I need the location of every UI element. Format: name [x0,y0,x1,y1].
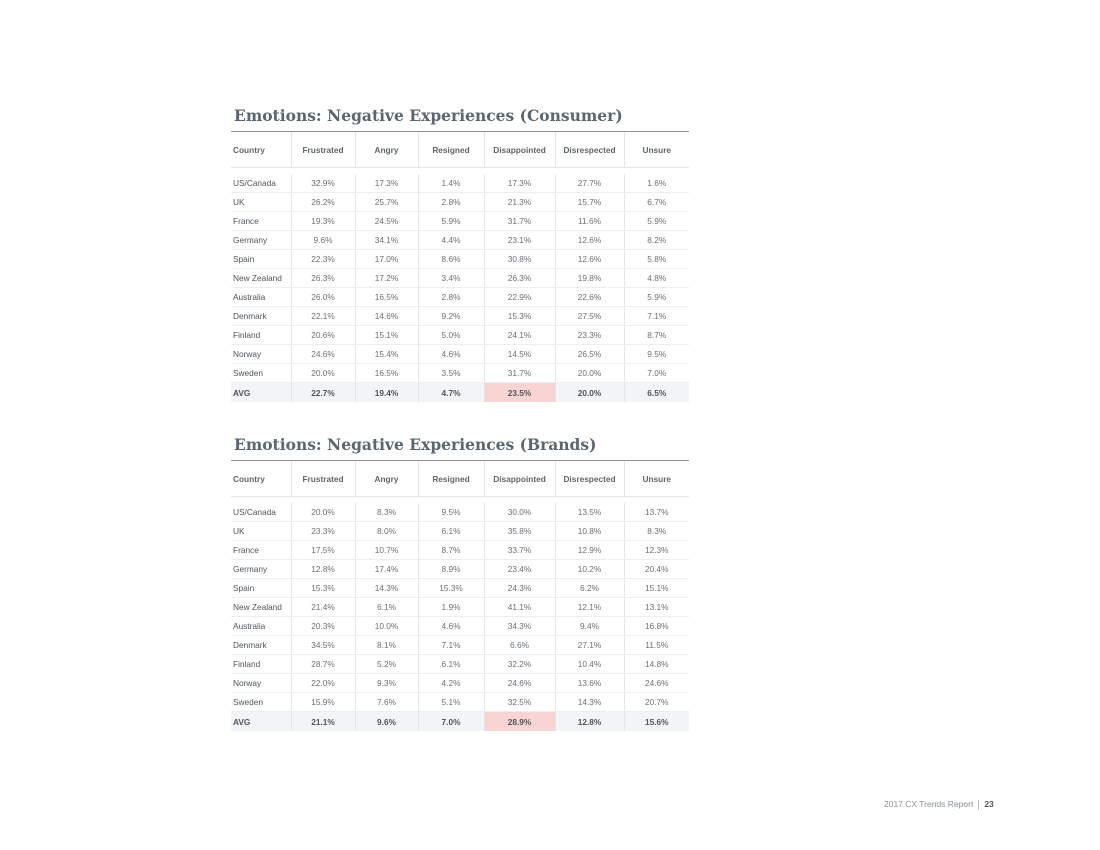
value-cell: 6.1% [418,522,484,541]
value-cell: 27.1% [555,636,624,655]
value-cell: 21.3% [484,193,555,212]
value-cell: 12.8% [291,560,355,579]
highlighted-avg-cell: 23.5% [484,383,555,403]
table-row [231,579,689,598]
value-cell: 30.0% [484,503,555,522]
table-body [231,168,689,403]
table-row [231,193,689,212]
value-cell: 22.9% [484,288,555,307]
value-cell: 26.2% [291,193,355,212]
table-body [231,497,689,732]
value-cell: 20.3% [291,617,355,636]
value-cell: 20.0% [291,364,355,383]
value-cell: 24.1% [484,326,555,345]
value-cell: 2.8% [418,288,484,307]
value-cell: 15.3% [291,579,355,598]
country-cell: Germany [231,560,291,579]
value-cell: 8.6% [418,250,484,269]
column-header: Disappointed [484,132,555,168]
value-cell: 14.8% [624,655,689,674]
value-cell: 34.1% [355,231,418,250]
value-cell: 3.5% [418,364,484,383]
section-title: Emotions: Negative Experiences (Consumer) [231,106,689,132]
table-row [231,269,689,288]
value-cell: 30.8% [484,250,555,269]
section-title: Emotions: Negative Experiences (Brands) [231,435,689,461]
table-row [231,231,689,250]
value-cell: 14.6% [355,307,418,326]
table-row [231,174,689,193]
value-cell: 41.1% [484,598,555,617]
page-footer [884,799,994,810]
header-row [231,132,689,168]
value-cell: 1.6% [624,174,689,193]
value-cell: 9.5% [624,345,689,364]
value-cell: 23.3% [291,522,355,541]
column-header: Angry [355,461,418,497]
value-cell: 10.7% [355,541,418,560]
column-header: Disrespected [555,132,624,168]
value-cell: 5.1% [418,693,484,712]
value-cell: 14.3% [555,693,624,712]
table-row [231,560,689,579]
consumer-table [231,132,689,402]
value-cell: 14.3% [355,579,418,598]
value-cell: 11.5% [624,636,689,655]
table-row [231,288,689,307]
country-cell: Sweden [231,364,291,383]
value-cell: 19.8% [555,269,624,288]
value-cell: 17.3% [355,174,418,193]
value-cell: 15.7% [555,193,624,212]
value-cell: 10.4% [555,655,624,674]
value-cell: 5.0% [418,326,484,345]
report-name: 2017 CX Trends Report [884,799,974,809]
table-row [231,541,689,560]
value-cell: 16.5% [355,364,418,383]
value-cell: 3.4% [418,269,484,288]
column-header: Country [231,461,291,497]
value-cell: 22.0% [291,674,355,693]
value-cell: 15.1% [355,326,418,345]
value-cell: 8.0% [355,522,418,541]
value-cell: 5.9% [418,212,484,231]
column-header: Disrespected [555,461,624,497]
column-header: Angry [355,132,418,168]
value-cell: 6.2% [555,579,624,598]
value-cell: 17.5% [291,541,355,560]
value-cell: 20.0% [555,364,624,383]
header-row [231,461,689,497]
value-cell: 2.8% [418,193,484,212]
avg-cell: 19.4% [355,383,418,403]
table-row [231,212,689,231]
value-cell: 12.1% [555,598,624,617]
table-row [231,326,689,345]
value-cell: 20.6% [291,326,355,345]
avg-cell: 22.7% [291,383,355,403]
avg-cell: 4.7% [418,383,484,403]
table-row [231,655,689,674]
value-cell: 6.1% [355,598,418,617]
consumer-section [231,106,689,402]
country-cell: France [231,212,291,231]
value-cell: 32.9% [291,174,355,193]
value-cell: 26.3% [291,269,355,288]
column-header: Disappointed [484,461,555,497]
value-cell: 12.3% [624,541,689,560]
value-cell: 17.3% [484,174,555,193]
column-header: Resigned [418,461,484,497]
value-cell: 6.6% [484,636,555,655]
value-cell: 27.5% [555,307,624,326]
value-cell: 4.6% [418,617,484,636]
value-cell: 15.9% [291,693,355,712]
value-cell: 9.6% [291,231,355,250]
country-cell: New Zealand [231,269,291,288]
column-header: Unsure [624,461,689,497]
value-cell: 9.3% [355,674,418,693]
value-cell: 11.6% [555,212,624,231]
brands-table [231,461,689,731]
country-cell: France [231,541,291,560]
table-row [231,345,689,364]
value-cell: 8.9% [418,560,484,579]
value-cell: 34.5% [291,636,355,655]
value-cell: 12.6% [555,250,624,269]
value-cell: 19.3% [291,212,355,231]
value-cell: 22.1% [291,307,355,326]
table-row [231,598,689,617]
value-cell: 24.5% [355,212,418,231]
value-cell: 10.0% [355,617,418,636]
page-number: 23 [984,799,994,809]
average-row [231,383,689,403]
value-cell: 24.6% [484,674,555,693]
country-cell: Denmark [231,636,291,655]
value-cell: 5.9% [624,288,689,307]
avg-label: AVG [231,712,291,732]
value-cell: 8.2% [624,231,689,250]
table-row [231,364,689,383]
value-cell: 13.7% [624,503,689,522]
table-row [231,250,689,269]
column-header: Unsure [624,132,689,168]
value-cell: 15.3% [418,579,484,598]
value-cell: 7.6% [355,693,418,712]
value-cell: 13.5% [555,503,624,522]
avg-cell: 21.1% [291,712,355,732]
table-row [231,693,689,712]
table-row [231,503,689,522]
value-cell: 24.6% [624,674,689,693]
value-cell: 4.2% [418,674,484,693]
value-cell: 31.7% [484,364,555,383]
value-cell: 33.7% [484,541,555,560]
column-header: Resigned [418,132,484,168]
country-cell: UK [231,522,291,541]
column-header: Country [231,132,291,168]
avg-cell: 6.5% [624,383,689,403]
value-cell: 8.1% [355,636,418,655]
country-cell: Spain [231,579,291,598]
table-row [231,636,689,655]
country-cell: US/Canada [231,503,291,522]
value-cell: 14.5% [484,345,555,364]
avg-cell: 20.0% [555,383,624,403]
value-cell: 35.8% [484,522,555,541]
value-cell: 1.4% [418,174,484,193]
value-cell: 9.5% [418,503,484,522]
value-cell: 4.6% [418,345,484,364]
value-cell: 6.7% [624,193,689,212]
value-cell: 9.4% [555,617,624,636]
value-cell: 20.0% [291,503,355,522]
country-cell: Sweden [231,693,291,712]
value-cell: 20.7% [624,693,689,712]
value-cell: 17.0% [355,250,418,269]
value-cell: 23.3% [555,326,624,345]
value-cell: 5.9% [624,212,689,231]
value-cell: 27.7% [555,174,624,193]
value-cell: 24.6% [291,345,355,364]
country-cell: Denmark [231,307,291,326]
value-cell: 22.3% [291,250,355,269]
value-cell: 26.5% [555,345,624,364]
value-cell: 5.8% [624,250,689,269]
value-cell: 7.1% [418,636,484,655]
value-cell: 7.0% [624,364,689,383]
average-row [231,712,689,732]
table-row [231,522,689,541]
value-cell: 22.6% [555,288,624,307]
country-cell: Australia [231,617,291,636]
value-cell: 8.7% [418,541,484,560]
country-cell: Australia [231,288,291,307]
value-cell: 31.7% [484,212,555,231]
value-cell: 16.5% [355,288,418,307]
value-cell: 12.6% [555,231,624,250]
column-header: Frustrated [291,132,355,168]
country-cell: New Zealand [231,598,291,617]
value-cell: 25.7% [355,193,418,212]
country-cell: UK [231,193,291,212]
value-cell: 16.8% [624,617,689,636]
value-cell: 17.4% [355,560,418,579]
avg-cell: 7.0% [418,712,484,732]
country-cell: Germany [231,231,291,250]
value-cell: 17.2% [355,269,418,288]
value-cell: 15.4% [355,345,418,364]
value-cell: 21.4% [291,598,355,617]
value-cell: 7.1% [624,307,689,326]
country-cell: Finland [231,326,291,345]
value-cell: 34.3% [484,617,555,636]
value-cell: 20.4% [624,560,689,579]
country-cell: Finland [231,655,291,674]
value-cell: 10.8% [555,522,624,541]
brands-section [231,435,689,731]
value-cell: 13.1% [624,598,689,617]
value-cell: 8.3% [624,522,689,541]
country-cell: Spain [231,250,291,269]
value-cell: 9.2% [418,307,484,326]
value-cell: 32.5% [484,693,555,712]
value-cell: 10.2% [555,560,624,579]
column-header: Frustrated [291,461,355,497]
value-cell: 4.8% [624,269,689,288]
highlighted-avg-cell: 28.9% [484,712,555,732]
value-cell: 1.9% [418,598,484,617]
value-cell: 23.1% [484,231,555,250]
country-cell: Norway [231,345,291,364]
value-cell: 5.2% [355,655,418,674]
avg-label: AVG [231,383,291,403]
table-row [231,674,689,693]
value-cell: 26.3% [484,269,555,288]
value-cell: 24.3% [484,579,555,598]
country-cell: Norway [231,674,291,693]
value-cell: 15.3% [484,307,555,326]
footer-divider [978,800,979,810]
value-cell: 6.1% [418,655,484,674]
value-cell: 8.3% [355,503,418,522]
value-cell: 26.0% [291,288,355,307]
avg-cell: 15.6% [624,712,689,732]
value-cell: 15.1% [624,579,689,598]
value-cell: 28.7% [291,655,355,674]
value-cell: 23.4% [484,560,555,579]
avg-cell: 9.6% [355,712,418,732]
table-row [231,617,689,636]
value-cell: 12.9% [555,541,624,560]
value-cell: 32.2% [484,655,555,674]
value-cell: 13.6% [555,674,624,693]
value-cell: 8.7% [624,326,689,345]
table-row [231,307,689,326]
country-cell: US/Canada [231,174,291,193]
avg-cell: 12.8% [555,712,624,732]
value-cell: 4.4% [418,231,484,250]
